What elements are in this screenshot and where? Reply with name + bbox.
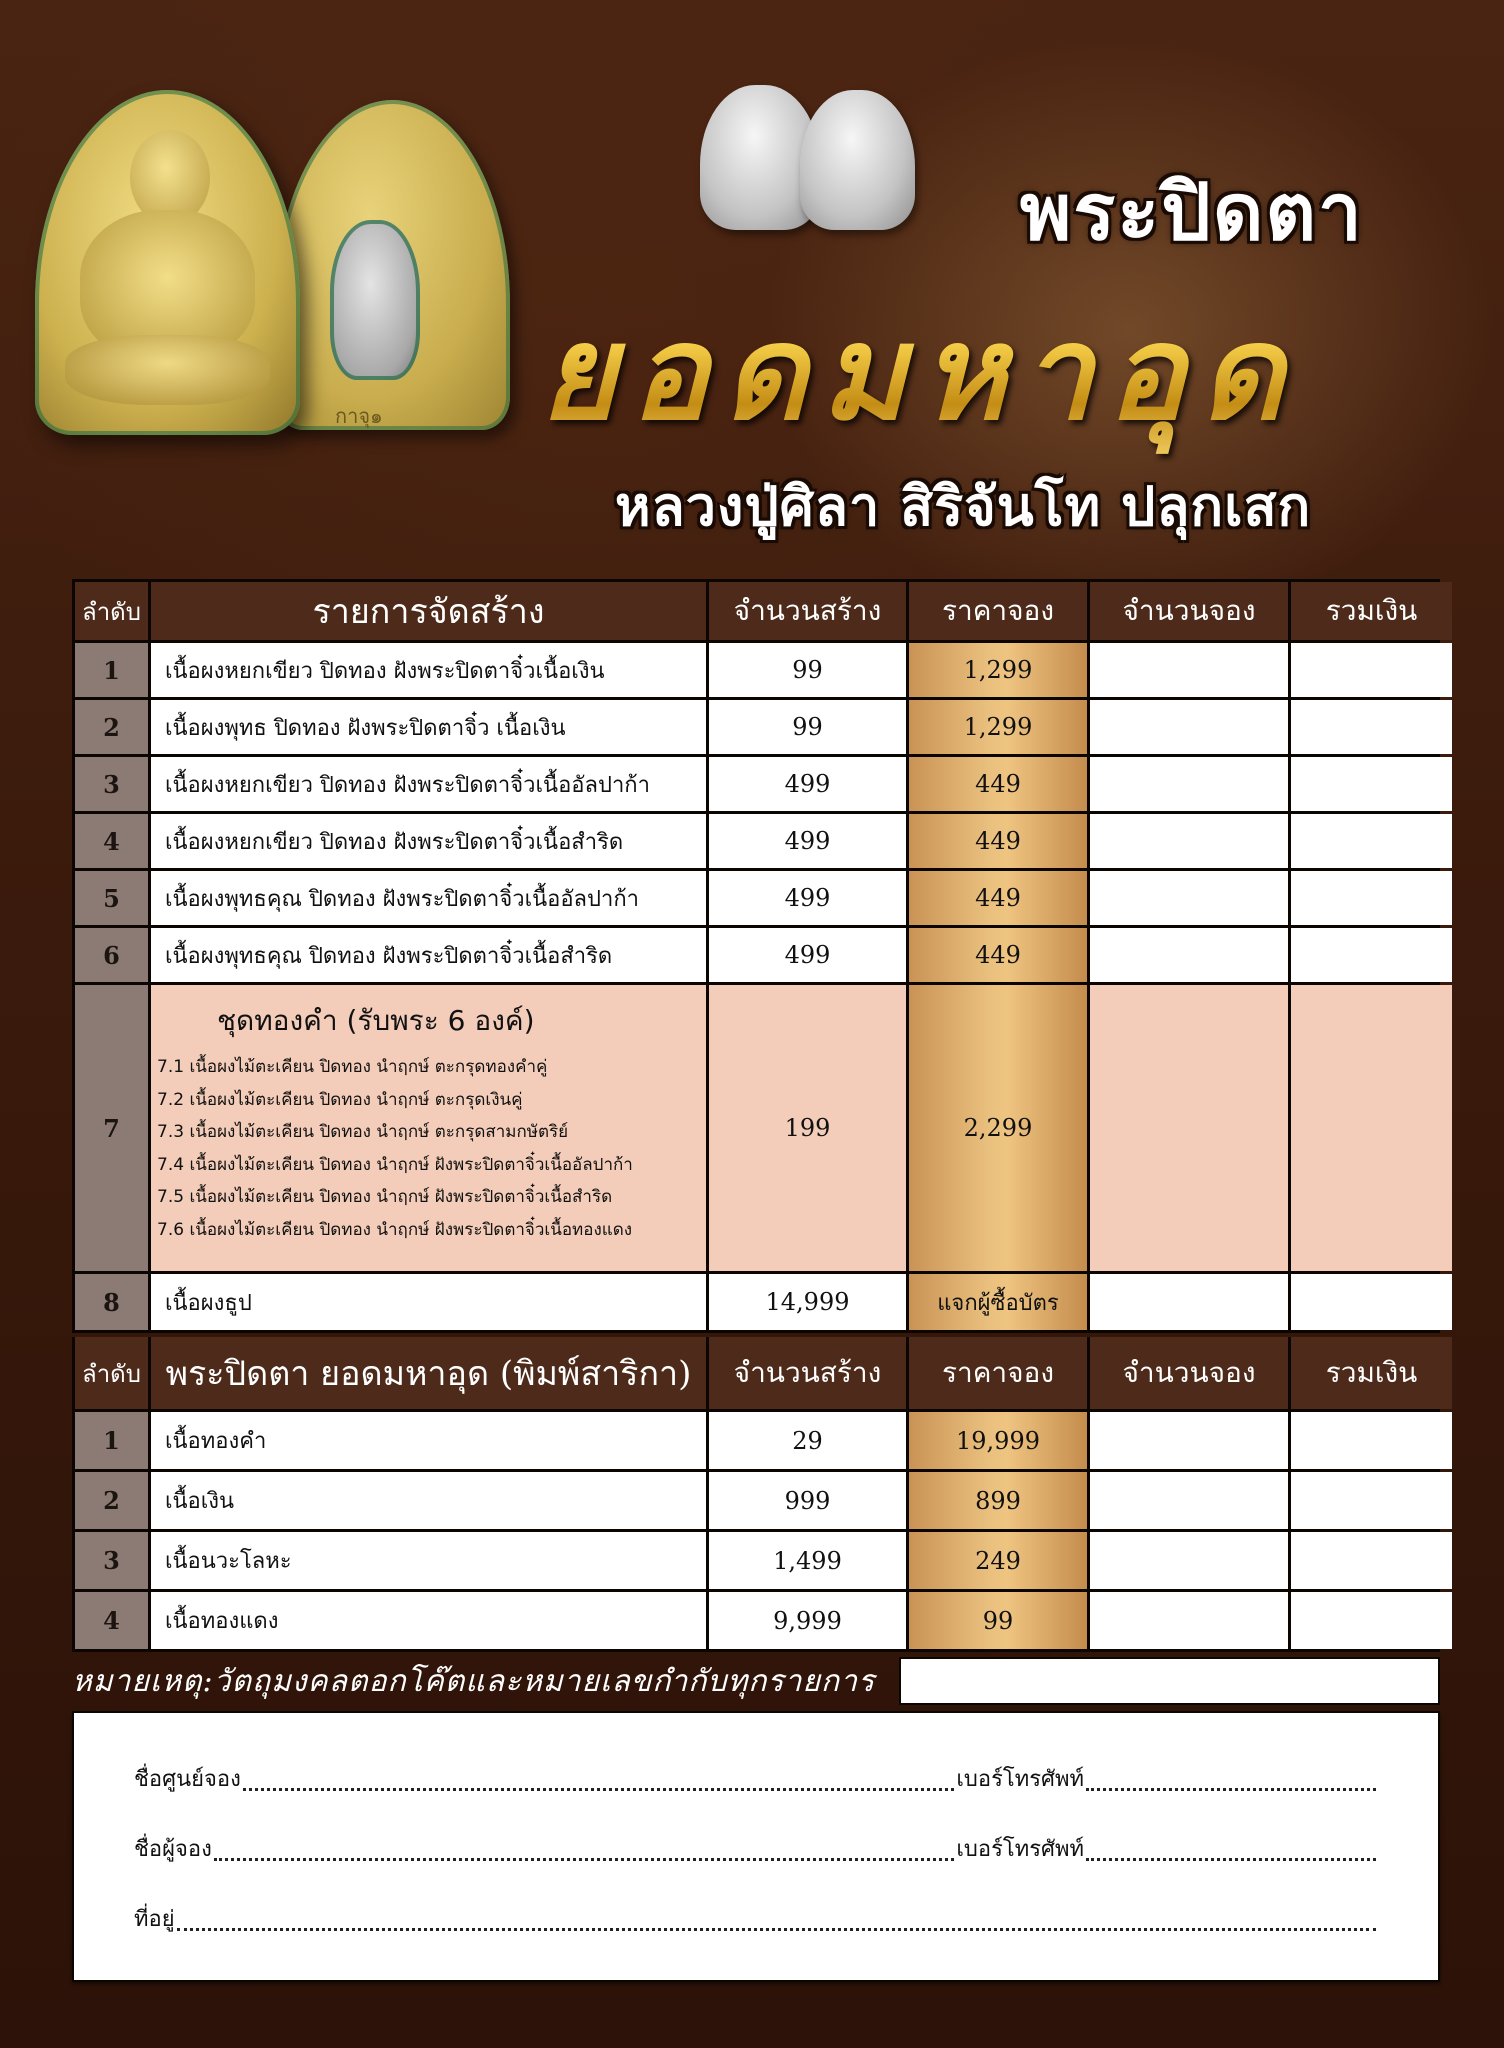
row-item: เนื้อนวะโลหะ [151,1532,706,1589]
row-total-input[interactable] [1291,1274,1452,1330]
header-total: รวมเงิน [1291,1337,1452,1409]
row-price: 1,299 [909,700,1087,754]
row-item: เนื้อผงหยกเขียว ปิดทอง ฝังพระปิดตาจิ๋วเนื้ออัลปาก้า [151,757,706,811]
amulet-inscription: กาจุ๑ [335,404,383,428]
set-row-qty-built: 199 [709,985,906,1271]
grand-total-input[interactable] [899,1657,1440,1705]
phone-label-1: เบอร์โทรศัพท์ [956,1767,1084,1792]
booker-name-field[interactable] [214,1858,954,1861]
row-qty-built: 499 [709,928,906,982]
row-total-input[interactable] [1291,1532,1452,1589]
row-qty-order-input[interactable] [1090,700,1288,754]
row-item: เนื้อผงหยกเขียว ปิดทอง ฝังพระปิดตาจิ๋วเนื้อเงิน [151,643,706,697]
set-row-item [151,985,706,1271]
row-item: เนื้อเงิน [151,1472,706,1529]
row-index: 3 [75,757,148,811]
silver-amulets-image [700,70,940,230]
header-price: ราคาจอง [909,582,1087,640]
set-line: 7.1 เนื้อผงไม้ตะเคียน ปิดทอง นำฤกษ์ ตะกรุดทองคำคู่ [157,1057,548,1077]
title-main: ยอดมหาอุด [540,270,1298,476]
phone-field-2[interactable] [1086,1858,1376,1861]
amulet-front-image [35,90,300,435]
set-line: 7.5 เนื้อผงไม้ตะเคียน ปิดทอง นำฤกษ์ ฝังพระปิดตาจิ๋วเนื้อสำริด [157,1187,613,1207]
note-bar [72,1656,1440,1706]
row-qty-built: 14,999 [709,1274,906,1330]
row-qty-order-input[interactable] [1090,928,1288,982]
row-index: 1 [75,643,148,697]
booking-table-sarika [72,1337,1440,1652]
row-index: 6 [75,928,148,982]
set-title: ชุดทองคำ (รับพระ 6 องค์) [217,1004,535,1037]
row-total-input[interactable] [1291,1472,1452,1529]
row-price: 19,999 [909,1412,1087,1469]
row-item: เนื้อผงพุทธคุณ ปิดทอง ฝังพระปิดตาจิ๋วเนื้ออัลปาก้า [151,871,706,925]
row-index: 2 [75,1472,148,1529]
booking-table-main [72,579,1440,1333]
booking-form [72,1711,1440,1982]
row-qty-built: 99 [709,643,906,697]
header-qty-built: จำนวนสร้าง [709,1337,906,1409]
set-line: 7.6 เนื้อผงไม้ตะเคียน ปิดทอง นำฤกษ์ ฝังพระปิดตาจิ๋วเนื้อทองแดง [157,1219,633,1240]
row-total-input[interactable] [1291,757,1452,811]
set-row-price: 2,299 [909,985,1087,1271]
set-row-qty-order-input[interactable] [1090,985,1288,1271]
row-total-input[interactable] [1291,1592,1452,1649]
note-text: หมายเหตุ:วัตถุมงคลตอกโค๊ตและหมายเลขกำกับทุกรายการ [72,1663,876,1699]
row-item: เนื้อผงพุทธ ปิดทอง ฝังพระปิดตาจิ๋ว เนื้อเงิน [151,700,706,754]
phone-label-2: เบอร์โทรศัพท์ [956,1837,1084,1862]
form-row-address [134,1901,1378,1936]
header-qty-order: จำนวนจอง [1090,582,1288,640]
header-index: ลำดับ [75,1337,148,1409]
row-item: เนื้อผงธูป [151,1274,706,1330]
row-item: เนื้อผงพุทธคุณ ปิดทอง ฝังพระปิดตาจิ๋วเนื้อสำริด [151,928,706,982]
row-item: เนื้อผงหยกเขียว ปิดทอง ฝังพระปิดตาจิ๋วเนื้อสำริด [151,814,706,868]
row-qty-order-input[interactable] [1090,1412,1288,1469]
center-name-label: ชื่อศูนย์จอง [134,1767,241,1792]
title-subtitle: หลวงปู่ศิลา สิริจันโท ปลุกเสก [615,474,1312,538]
row-index: 2 [75,700,148,754]
set-row-total-input[interactable] [1291,985,1452,1271]
row-qty-order-input[interactable] [1090,871,1288,925]
row-total-input[interactable] [1291,871,1452,925]
row-qty-order-input[interactable] [1090,1472,1288,1529]
row-price: 449 [909,871,1087,925]
row-qty-built: 499 [709,871,906,925]
amulet-back-image [275,100,510,430]
header-item: รายการจัดสร้าง [151,582,706,640]
row-qty-order-input[interactable] [1090,643,1288,697]
row-qty-built: 99 [709,700,906,754]
address-field[interactable] [177,1928,1376,1931]
row-price: 449 [909,814,1087,868]
phone-field-1[interactable] [1086,1788,1376,1791]
row-price: 99 [909,1592,1087,1649]
row-price: แจกผู้ซื้อบัตร [909,1274,1087,1330]
title-top: พระปิดตา [1020,167,1364,258]
row-total-input[interactable] [1291,643,1452,697]
row-total-input[interactable] [1291,928,1452,982]
center-name-field[interactable] [243,1788,954,1791]
row-price: 899 [909,1472,1087,1529]
row-index: 8 [75,1274,148,1330]
row-total-input[interactable] [1291,1412,1452,1469]
silver-amulet-back [800,90,915,230]
row-total-input[interactable] [1291,700,1452,754]
row-qty-built: 29 [709,1412,906,1469]
set-line: 7.3 เนื้อผงไม้ตะเคียน ปิดทอง นำฤกษ์ ตะกรุดสามกษัตริย์ [157,1122,569,1142]
row-qty-built: 1,499 [709,1532,906,1589]
header-qty-built: จำนวนสร้าง [709,582,906,640]
header-item: พระปิดตา ยอดมหาอุด (พิมพ์สาริกา) [151,1337,706,1409]
row-qty-built: 499 [709,814,906,868]
row-qty-order-input[interactable] [1090,1532,1288,1589]
row-index: 3 [75,1532,148,1589]
set-line: 7.2 เนื้อผงไม้ตะเคียน ปิดทอง นำฤกษ์ ตะกรุดเงินคู่ [157,1089,523,1110]
set-row-index: 7 [75,985,148,1271]
row-qty-order-input[interactable] [1090,757,1288,811]
row-price: 449 [909,757,1087,811]
header-total: รวมเงิน [1291,582,1452,640]
booker-name-label: ชื่อผู้จอง [134,1837,212,1862]
row-price: 249 [909,1532,1087,1589]
row-qty-order-input[interactable] [1090,814,1288,868]
header-price: ราคาจอง [909,1337,1087,1409]
row-index: 1 [75,1412,148,1469]
row-qty-order-input[interactable] [1090,1274,1288,1330]
header-qty-order: จำนวนจอง [1090,1337,1288,1409]
form-row-booker [134,1831,1378,1866]
row-price: 449 [909,928,1087,982]
row-qty-order-input[interactable] [1090,1592,1288,1649]
address-label: ที่อยู่ [134,1907,175,1932]
set-line: 7.4 เนื้อผงไม้ตะเคียน ปิดทอง นำฤกษ์ ฝังพระปิดตาจิ๋วเนื้ออัลปาก้า [157,1154,633,1175]
row-item: เนื้อทองแดง [151,1592,706,1649]
row-qty-built: 499 [709,757,906,811]
hero-banner [0,0,1504,575]
row-index: 5 [75,871,148,925]
row-index: 4 [75,814,148,868]
row-qty-built: 9,999 [709,1592,906,1649]
row-price: 1,299 [909,643,1087,697]
amulet-figure-base [65,335,270,405]
row-item: เนื้อทองคำ [151,1412,706,1469]
form-row-center [134,1761,1378,1796]
silver-mini-amulet-image [330,220,420,380]
row-total-input[interactable] [1291,814,1452,868]
row-qty-built: 999 [709,1472,906,1529]
header-index: ลำดับ [75,582,148,640]
row-index: 4 [75,1592,148,1649]
